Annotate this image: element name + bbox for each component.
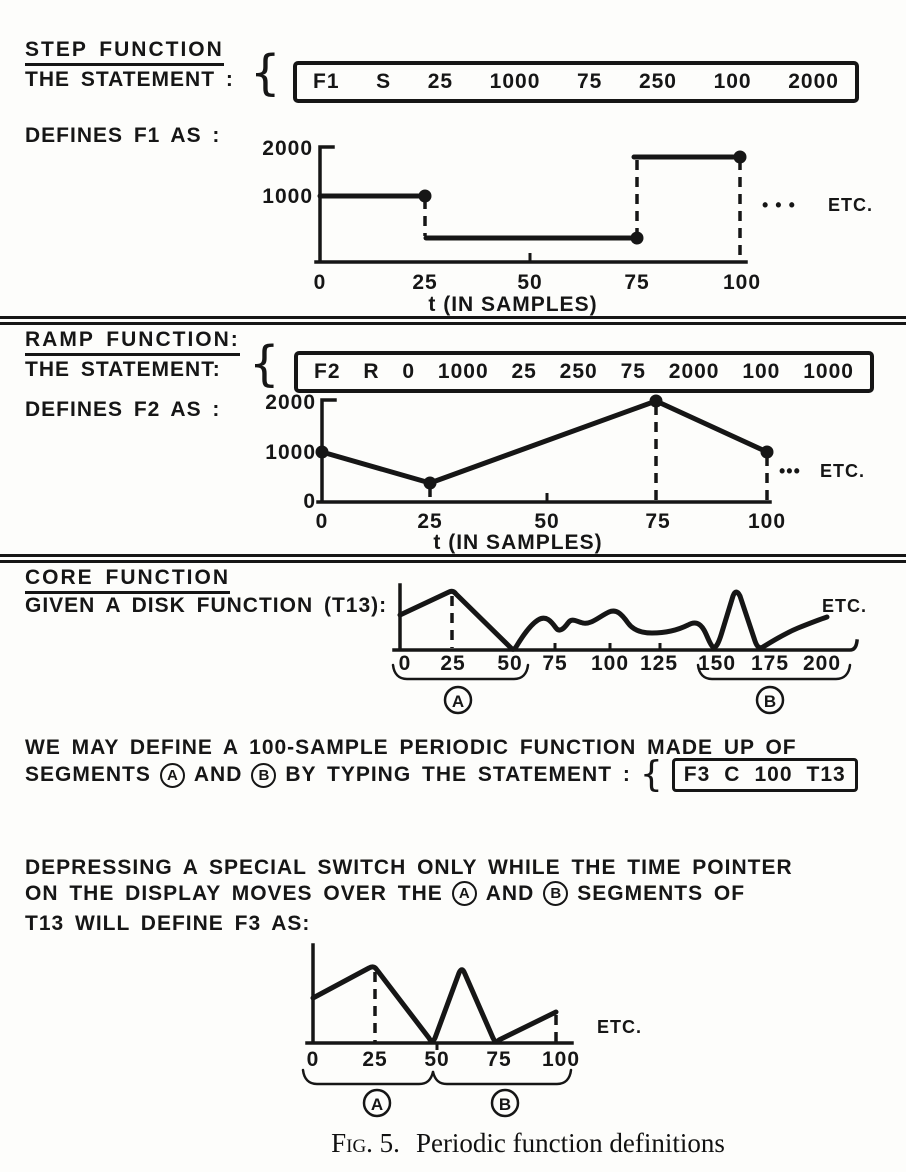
segment-a-label: A bbox=[451, 692, 465, 711]
define-para-line2-end: BY TYPING THE STATEMENT : bbox=[285, 763, 631, 787]
x-tick-label: 0 bbox=[306, 1048, 320, 1071]
core-statement-box bbox=[672, 758, 858, 792]
x-tick-label: 50 bbox=[534, 510, 560, 533]
f2-point-0-1000 bbox=[316, 446, 329, 459]
f1-axes bbox=[316, 147, 746, 262]
caption-number: Fig. 5. bbox=[331, 1128, 400, 1158]
segment-b-badge: B bbox=[543, 881, 568, 906]
x-tick-label: 150 bbox=[697, 652, 737, 675]
segment-a-brace bbox=[303, 1070, 433, 1084]
statement-token: 2000 bbox=[668, 360, 720, 383]
x-tick-label: 25 bbox=[412, 271, 438, 294]
etc-label: ETC. bbox=[597, 1017, 643, 1037]
define-para-line2 bbox=[25, 753, 858, 795]
x-tick-label: 100 bbox=[747, 510, 787, 533]
statement-token: 25 bbox=[511, 360, 537, 383]
etc-dots: ••• bbox=[779, 461, 801, 481]
define-para-line1: WE MAY DEFINE A 100-SAMPLE PERIODIC FUNCTION MADE UP OF bbox=[25, 736, 797, 759]
statement-token: F1 bbox=[313, 70, 340, 93]
statement-token: 75 bbox=[620, 360, 646, 383]
define-para-line2-mid: AND bbox=[193, 763, 243, 787]
segment-a-badge: A bbox=[452, 881, 477, 906]
statement-token: 250 bbox=[559, 360, 598, 383]
x-tick-label: 25 bbox=[417, 510, 443, 533]
ramp-section-title: RAMP FUNCTION: bbox=[25, 328, 240, 356]
f2-ramp-line bbox=[322, 401, 767, 483]
figure-caption bbox=[0, 1128, 906, 1159]
x-axis-title: t (IN SAMPLES) bbox=[428, 293, 598, 316]
core-section-title: CORE FUNCTION bbox=[25, 566, 230, 594]
x-tick-label: 175 bbox=[750, 652, 790, 675]
switch-para-line2-end: SEGMENTS OF bbox=[577, 881, 746, 905]
x-tick-label: 50 bbox=[497, 652, 523, 675]
step-statement-label: THE STATEMENT : bbox=[25, 68, 234, 91]
x-tick-label: 75 bbox=[645, 510, 671, 533]
f3-core-function-chart bbox=[240, 938, 700, 1128]
segment-b-badge: B bbox=[251, 763, 276, 788]
statement-token: S bbox=[376, 70, 392, 93]
x-axis-title: t (IN SAMPLES) bbox=[433, 531, 603, 554]
y-tick-label: 2000 bbox=[265, 391, 316, 414]
etc-label: ETC. bbox=[828, 195, 874, 215]
f3-curve bbox=[313, 967, 556, 1042]
y-tick-label: 2000 bbox=[262, 137, 313, 160]
switch-para-line1: DEPRESSING A SPECIAL SWITCH ONLY WHILE THE TIME POINTER bbox=[25, 856, 793, 879]
etc-dots: • • • bbox=[762, 195, 796, 215]
x-tick-label: 100 bbox=[722, 271, 762, 294]
ramp-statement-label: THE STATEMENT: bbox=[25, 358, 221, 381]
statement-token: 1000 bbox=[437, 360, 489, 383]
define-para-line2-start: SEGMENTS bbox=[25, 763, 151, 787]
section-divider bbox=[0, 554, 906, 563]
x-tick-label: 75 bbox=[542, 652, 568, 675]
x-tick-label: 0 bbox=[398, 652, 412, 675]
x-tick-label: 100 bbox=[590, 652, 630, 675]
caption-text: Periodic function definitions bbox=[415, 1128, 725, 1158]
ramp-defines-label: DEFINES F2 AS : bbox=[25, 398, 221, 421]
x-tick-label: 50 bbox=[424, 1048, 450, 1071]
t13-curve bbox=[400, 591, 827, 649]
x-tick-label: 0 bbox=[315, 510, 329, 533]
step-statement-brace: { bbox=[250, 45, 281, 101]
y-tick-label: 1000 bbox=[265, 441, 316, 464]
etc-label: ETC. bbox=[820, 461, 866, 481]
statement-token: 1000 bbox=[489, 70, 541, 93]
core-statement-brace: { bbox=[639, 753, 663, 795]
step-statement-box bbox=[293, 61, 859, 103]
segment-a-badge: A bbox=[160, 763, 185, 788]
statement-token: 100 bbox=[713, 70, 752, 93]
x-tick-label: 0 bbox=[313, 271, 327, 294]
core-given-label: GIVEN A DISK FUNCTION (T13): bbox=[25, 594, 388, 617]
statement-token: R bbox=[363, 360, 380, 383]
section-divider bbox=[0, 316, 906, 325]
y-tick-label: 0 bbox=[303, 490, 316, 513]
segment-b-label: B bbox=[498, 1095, 512, 1114]
f2-axes bbox=[318, 400, 770, 502]
x-tick-label: 125 bbox=[639, 652, 679, 675]
segment-b-label: B bbox=[763, 692, 777, 711]
ramp-statement-brace: { bbox=[249, 336, 280, 392]
switch-para-line2 bbox=[25, 881, 745, 906]
statement-token: C bbox=[724, 763, 741, 786]
x-tick-label: 100 bbox=[541, 1048, 581, 1071]
x-tick-label: 25 bbox=[362, 1048, 388, 1071]
statement-token: 75 bbox=[576, 70, 603, 93]
segment-b-brace bbox=[433, 1070, 571, 1084]
x-tick-label: 50 bbox=[517, 271, 543, 294]
step-section-title: STEP FUNCTION bbox=[25, 38, 224, 66]
statement-token: F2 bbox=[314, 360, 341, 383]
x-tick-label: 75 bbox=[624, 271, 650, 294]
statement-token: F3 bbox=[683, 763, 711, 786]
x-tick-label: 25 bbox=[440, 652, 466, 675]
statement-token: 100 bbox=[742, 360, 781, 383]
x-tick-label: 75 bbox=[486, 1048, 512, 1071]
statement-token: 25 bbox=[427, 70, 454, 93]
y-tick-label: 1000 bbox=[262, 185, 313, 208]
segment-a-label: A bbox=[370, 1095, 384, 1114]
f2-ramp-chart bbox=[240, 385, 906, 560]
switch-para-line3: T13 WILL DEFINE F3 AS: bbox=[25, 912, 311, 935]
t13-disk-function-chart bbox=[380, 572, 906, 737]
statement-token: 1000 bbox=[803, 360, 854, 383]
statement-token: 250 bbox=[638, 70, 677, 93]
switch-para-line2-mid: AND bbox=[485, 881, 535, 905]
switch-para-line2-start: ON THE DISPLAY MOVES OVER THE bbox=[25, 881, 443, 905]
statement-token: T13 bbox=[806, 763, 846, 786]
x-tick-label: 200 bbox=[802, 652, 842, 675]
statement-token: 0 bbox=[402, 360, 416, 383]
etc-label: ETC. bbox=[822, 596, 868, 616]
f1-step-chart bbox=[240, 118, 906, 320]
step-defines-label: DEFINES F1 AS : bbox=[25, 124, 221, 147]
statement-token: 100 bbox=[754, 763, 793, 786]
statement-token: 2000 bbox=[788, 70, 839, 93]
